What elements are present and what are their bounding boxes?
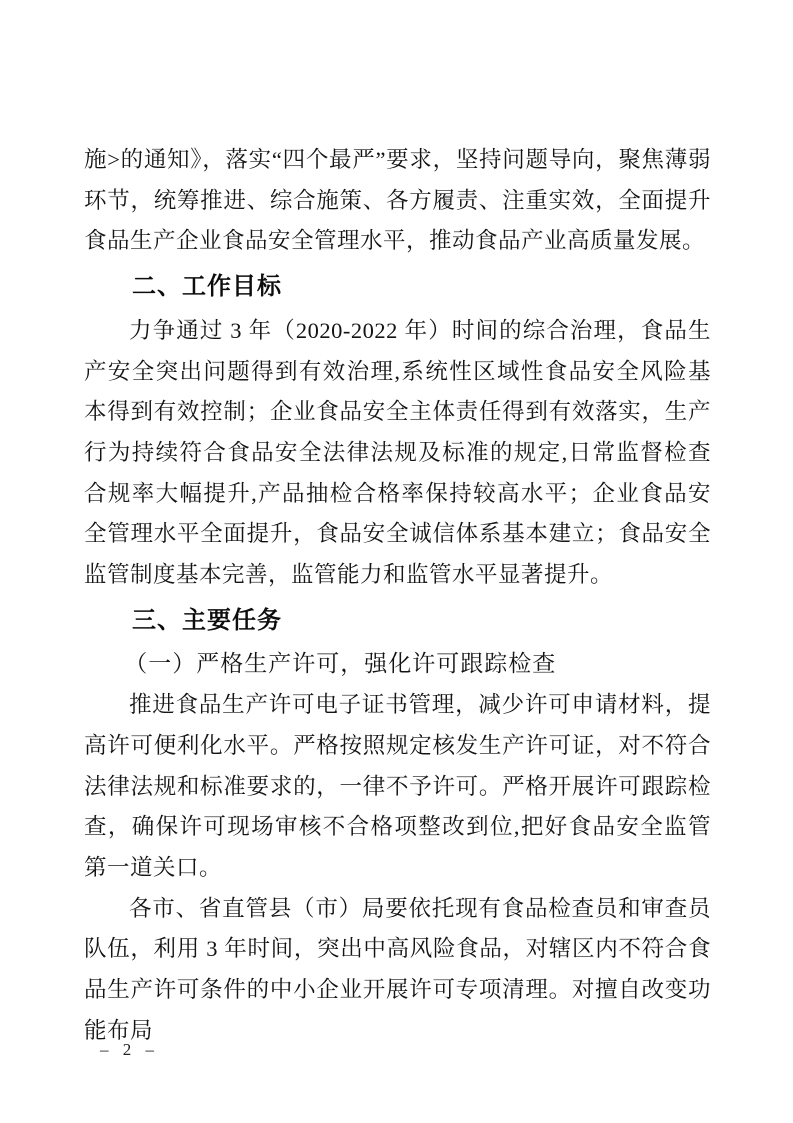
section-heading-work-goals: 二、工作目标	[132, 273, 282, 301]
paragraph-continuation: 施>的通知》，落实“四个最严”要求，坚持问题导向，聚焦薄弱环节，统筹推进、综合施策、各方履责、注重实效，全面提升食品生产企业食品安全管理水平，推动食品产业高质量发展。	[84, 147, 711, 254]
section-heading-main-tasks: 三、主要任务	[132, 606, 282, 634]
page-number: – 2 –	[100, 1040, 159, 1059]
paragraph-license-management: 推进食品生产许可电子证书管理，减少许可申请材料，提高许可便利化水平。严格按照规定核发生产许可证，对不符合法律法规和标准要求的，一律不予许可。严格开展许可跟踪检查，确保许可现场审核不合格项整改到位,把好食品安全监管第一道关口。	[84, 692, 711, 880]
paragraph-local-bureaus: 各市、省直管县（市）局要依托现有食品检查员和审查员队伍，利用 3 年时间，突出中高风险食品，对辖区内不符合食品生产许可条件的中小企业开展许可专项清理。对擅自改变功能布局	[84, 895, 711, 1043]
paragraph-work-goals: 力争通过 3 年（2020-2022 年）时间的综合治理，食品生产安全突出问题得到有效治理,系统性区域性食品安全风险基本得到有效控制；企业食品安全主体责任得到有效落实，生产行为持续符合食品安全法律法规及标准的规定,日常监督检查合规率大幅提升,产品抽检合格率保持较高水平；企业食品安全管理水平全面提升，食品安全诚信体系基本建立；食品安全监管制度基本完善，监管能力和监管水平显著提升。	[84, 317, 711, 588]
document-content	[84, 140, 711, 1051]
sub-heading-production-license: （一）严格生产许可，强化许可跟踪检查	[124, 651, 557, 677]
